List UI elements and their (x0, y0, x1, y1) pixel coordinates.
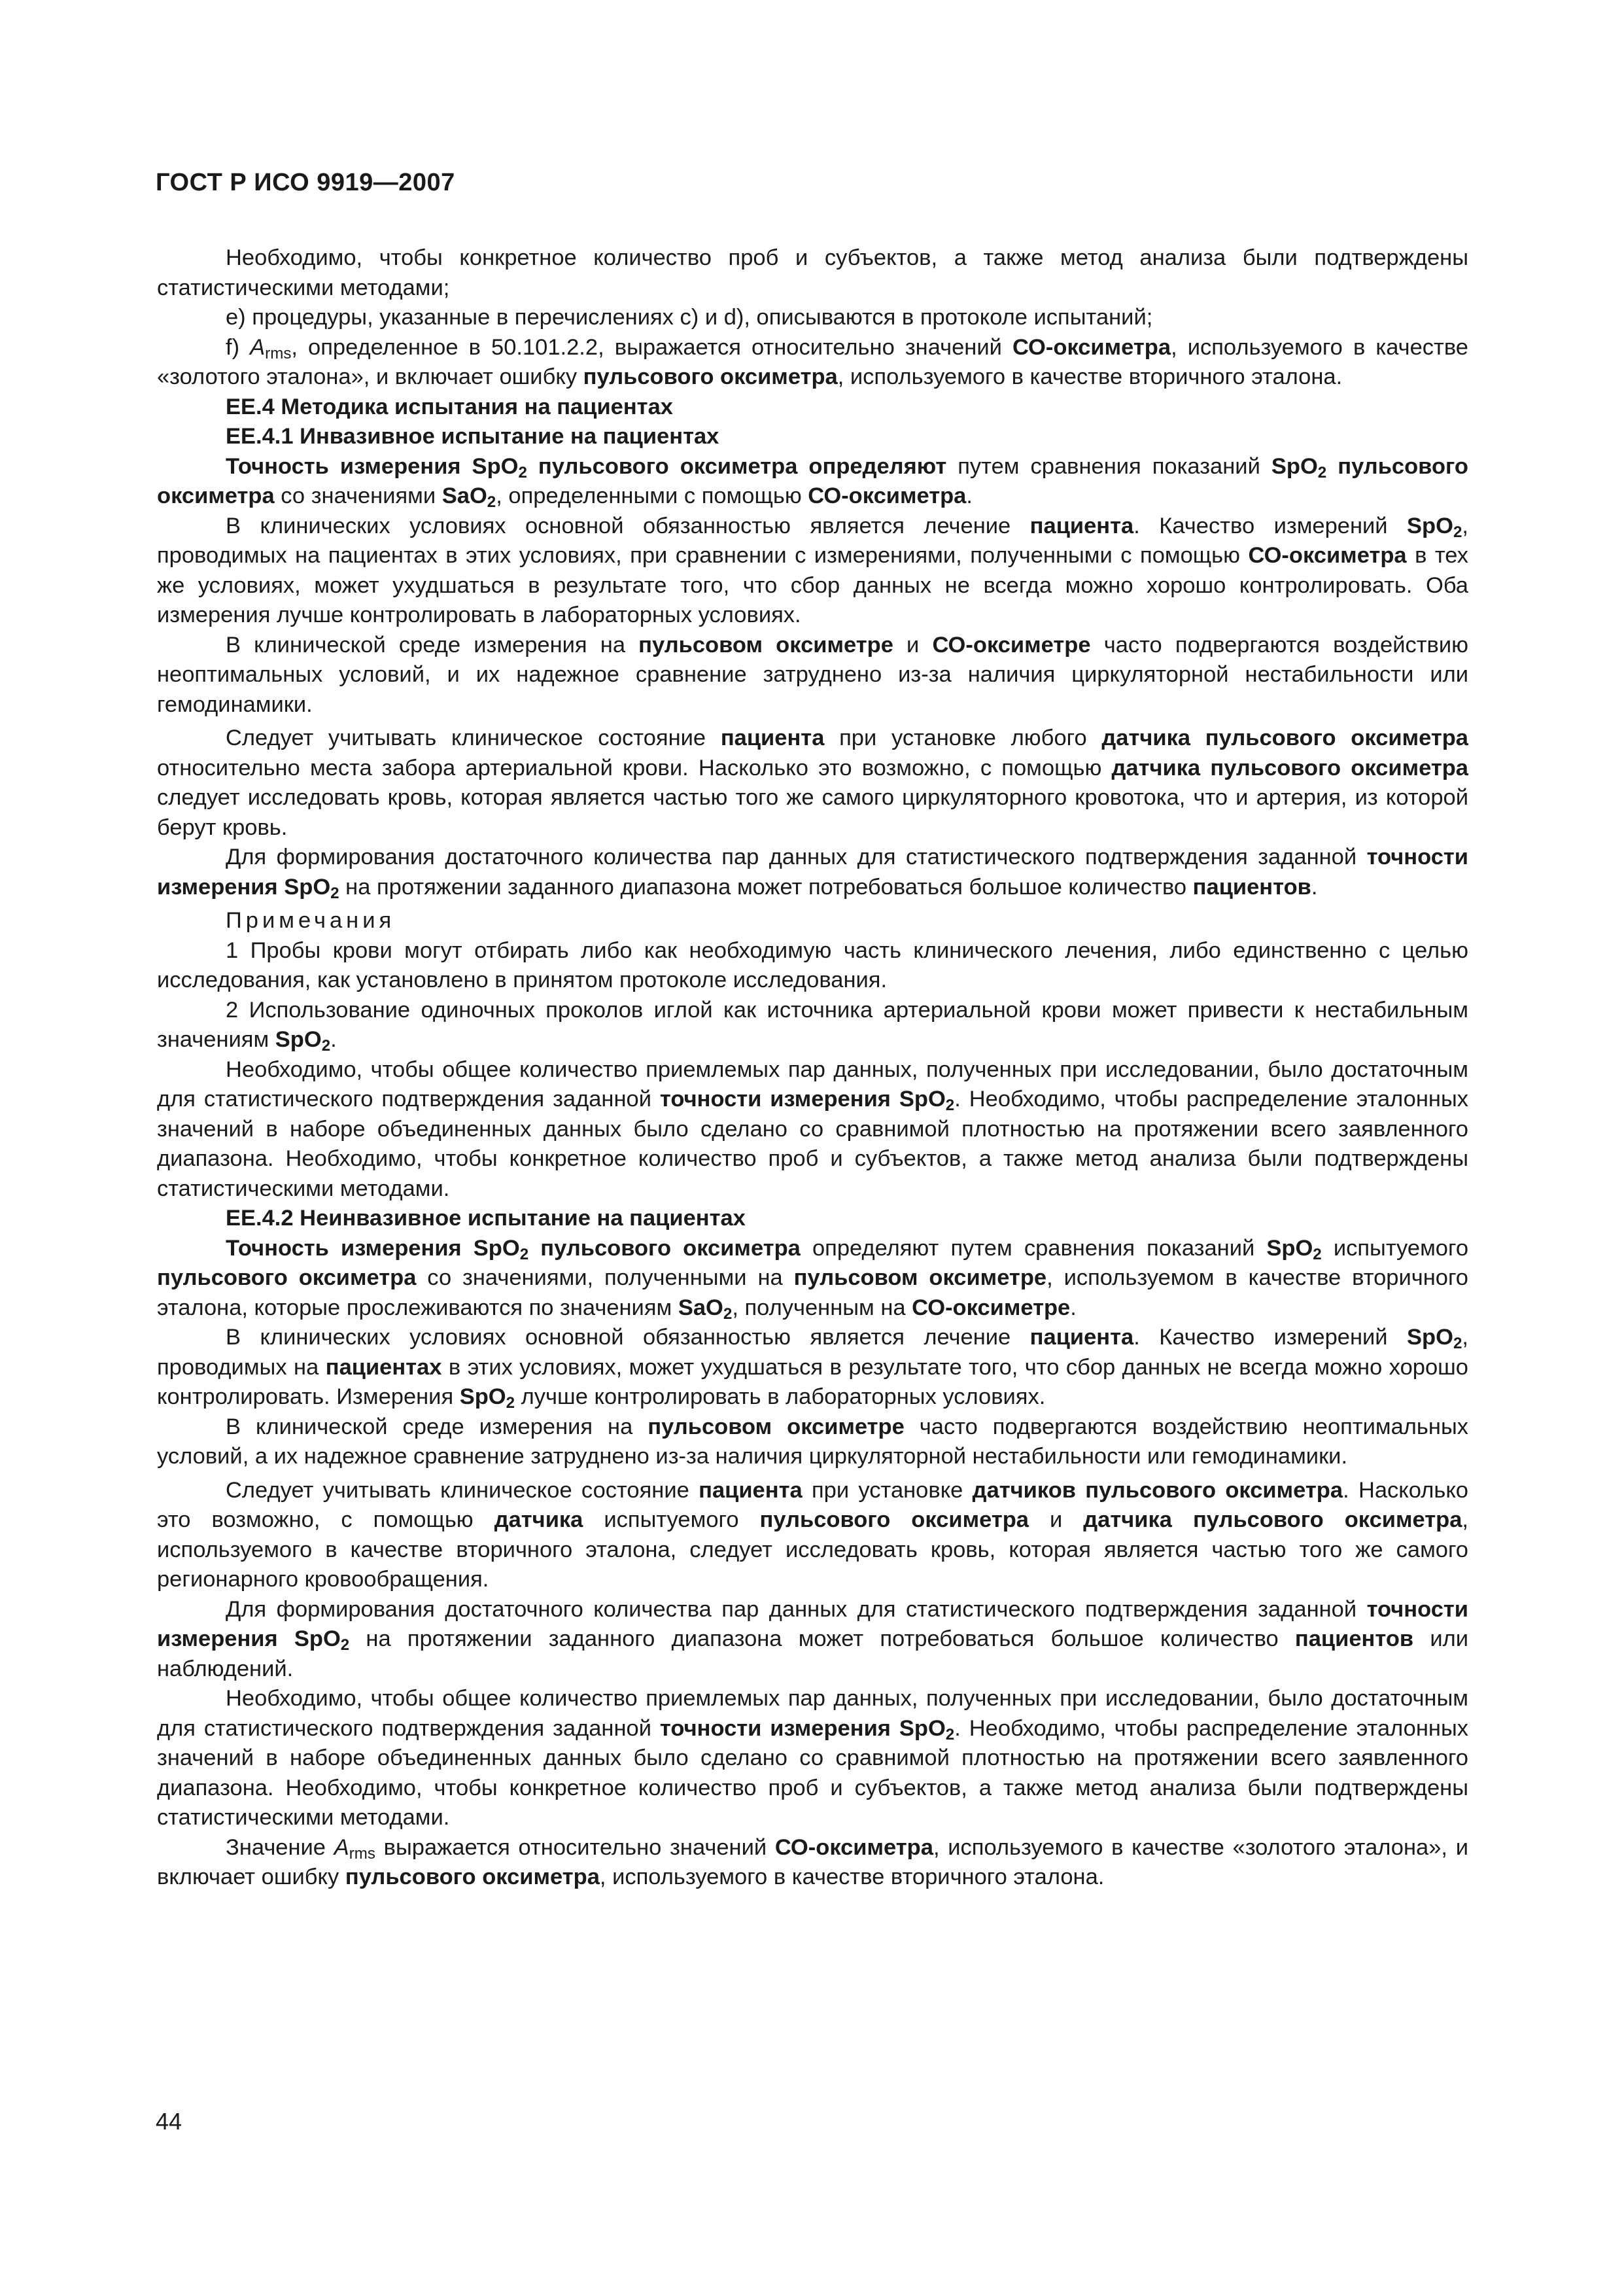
paragraph: Необходимо, чтобы общее количество приемлемых пар данных, полученных при исследовании, было достаточным для статистического подтверждения заданной точности измерения SpO$_2$. Необходимо, чтобы распределение эталонных значений в наборе объединенных данных было сделано со сравнимой плотностью на протяжении всего заявленного диапазона. Необходимо, чтобы конкретное количество проб и субъектов, а также метод анализа были подтверждены статистическими методами. (157, 1686, 1469, 1830)
subsection-heading: ЕЕ.4.1 Инвазивное испытание на пациентах (226, 424, 719, 449)
notes-title: Примечания (226, 908, 396, 933)
document-header-code: ГОСТ Р ИСО 9919—2007 (156, 169, 455, 196)
paragraph: f) $A_{rms}$, определенное в 50.101.2.2, выражается относительно значений СО-оксиметра, используемого в качестве «золотого эталона», и включает ошибку пульсового оксиметра, используемого в качестве вторичного эталона. (157, 334, 1468, 389)
paragraph: В клинических условиях основной обязанностью является лечение пациента. Качество измерений SpO$_2$, проводимых на пациентах в этих условиях, может ухудшаться в результате того, что сбор данных не всегда можно хорошо контролировать. Измерения SpO$_2$ лучше контролировать в лабораторных условиях. (157, 1325, 1468, 1412)
note: 2 Использование одиночных проколов иглой как источника артериальной крови может привести к нестабильным значениям SpO$_2$. (157, 997, 1468, 1055)
paragraph: е) процедуры, указанные в перечислениях с) и d), описываются в протоколе испытаний; (226, 305, 1153, 330)
paragraph: Следует учитывать клиническое состояние пациента при установке датчиков пульсового оксиметра. Насколько это возможно, с помощью датчика испытуемого пульсового оксиметра и датчика пульсового оксиметра, используемого в качестве вторичного эталона, следует исследовать кровь, которая является частью того же самого регионарного кровообращения. (157, 1477, 1469, 1592)
section-heading: ЕЕ.4 Методика испытания на пациентах (226, 394, 673, 419)
paragraph: Для формирования достаточного количества пар данных для статистического подтверждения заданной точности измерения SpO$_2$ на протяжении заданного диапазона может потребоваться большое количество пациентов. (157, 845, 1468, 902)
note: 1 Пробы крови могут отбирать либо как необходимую часть клинического лечения, либо единственно с целью исследования, как установлено в принятом протоколе исследования. (157, 937, 1468, 992)
paragraph: Необходимо, чтобы общее количество приемлемых пар данных, полученных при исследовании, было достаточным для статистического подтверждения заданной точности измерения SpO$_2$. Необходимо, чтобы распределение эталонных значений в наборе объединенных данных было сделано со сравнимой плотностью на протяжении всего заявленного диапазона. Необходимо, чтобы конкретное количество проб и субъектов, а также метод анализа были подтверждены статистическими методами. (157, 1057, 1469, 1201)
paragraph: В клинической среде измерения на пульсовом оксиметре и СО-оксиметре часто подвергаются воздействию неоптимальных условий, и их надежное сравнение затруднено из-за наличия циркуляторной нестабильности или гемодинамики. (157, 632, 1469, 717)
document-body (157, 243, 1468, 1893)
paragraph: В клинической среде измерения на пульсовом оксиметре часто подвергаются воздействию неоптимальных условий, а их надежное сравнение затруднено из-за наличия циркуляторной нестабильности или гемодинамики. (157, 1414, 1468, 1469)
paragraph: Точность измерения SpO$_2$ пульсового оксиметра определяют путем сравнения показаний SpO$_2$ пульсового оксиметра со значениями SaO$_2$, определенными с помощью СО-оксиметра. (157, 453, 1469, 511)
paragraph: Значение $A_{rms}$ выражается относительно значений СО-оксиметра, используемого в качестве «золотого эталона», и включает ошибку пульсового оксиметра, используемого в качестве вторичного эталона. (157, 1834, 1469, 1889)
page-number: 44 (156, 2108, 182, 2135)
paragraph: Точность измерения SpO$_2$ пульсового оксиметра определяют путем сравнения показаний SpO$_2$ испытуемого пульсового оксиметра со значениями, полученными на пульсовом оксиметре, используемом в качестве вторичного эталона, которые прослеживаются по значениям SaO$_2$, полученным на СО-оксиметре. (157, 1235, 1469, 1323)
subsection-heading: ЕЕ.4.2 Неинвазивное испытание на пациентах (226, 1206, 746, 1231)
paragraph: В клинических условиях основной обязанностью является лечение пациента. Качество измерений SpO$_2$, проводимых на пациентах в этих условиях, при сравнении с измерениями, полученными с помощью СО-оксиметра в тех же условиях, может ухудшаться в результате того, что сбор данных не всегда можно хорошо контролировать. Оба измерения лучше контролировать в лабораторных условиях. (157, 513, 1468, 627)
paragraph: Следует учитывать клиническое состояние пациента при установке любого датчика пульсового оксиметра относительно места забора артериальной крови. Насколько это возможно, с помощью датчика пульсового оксиметра следует исследовать кровь, которая является частью того же самого циркуляторного кровотока, что и артерия, из которой берут кровь. (157, 726, 1468, 840)
paragraph: Для формирования достаточного количества пар данных для статистического подтверждения заданной точности измерения SpO$_2$ на протяжении заданного диапазона может потребоваться большое количество пациентов или наблюдений. (157, 1596, 1468, 1681)
paragraph: Необходимо, чтобы конкретное количество проб и субъектов, а также метод анализа были подтверждены статистическими методами; (157, 245, 1468, 300)
